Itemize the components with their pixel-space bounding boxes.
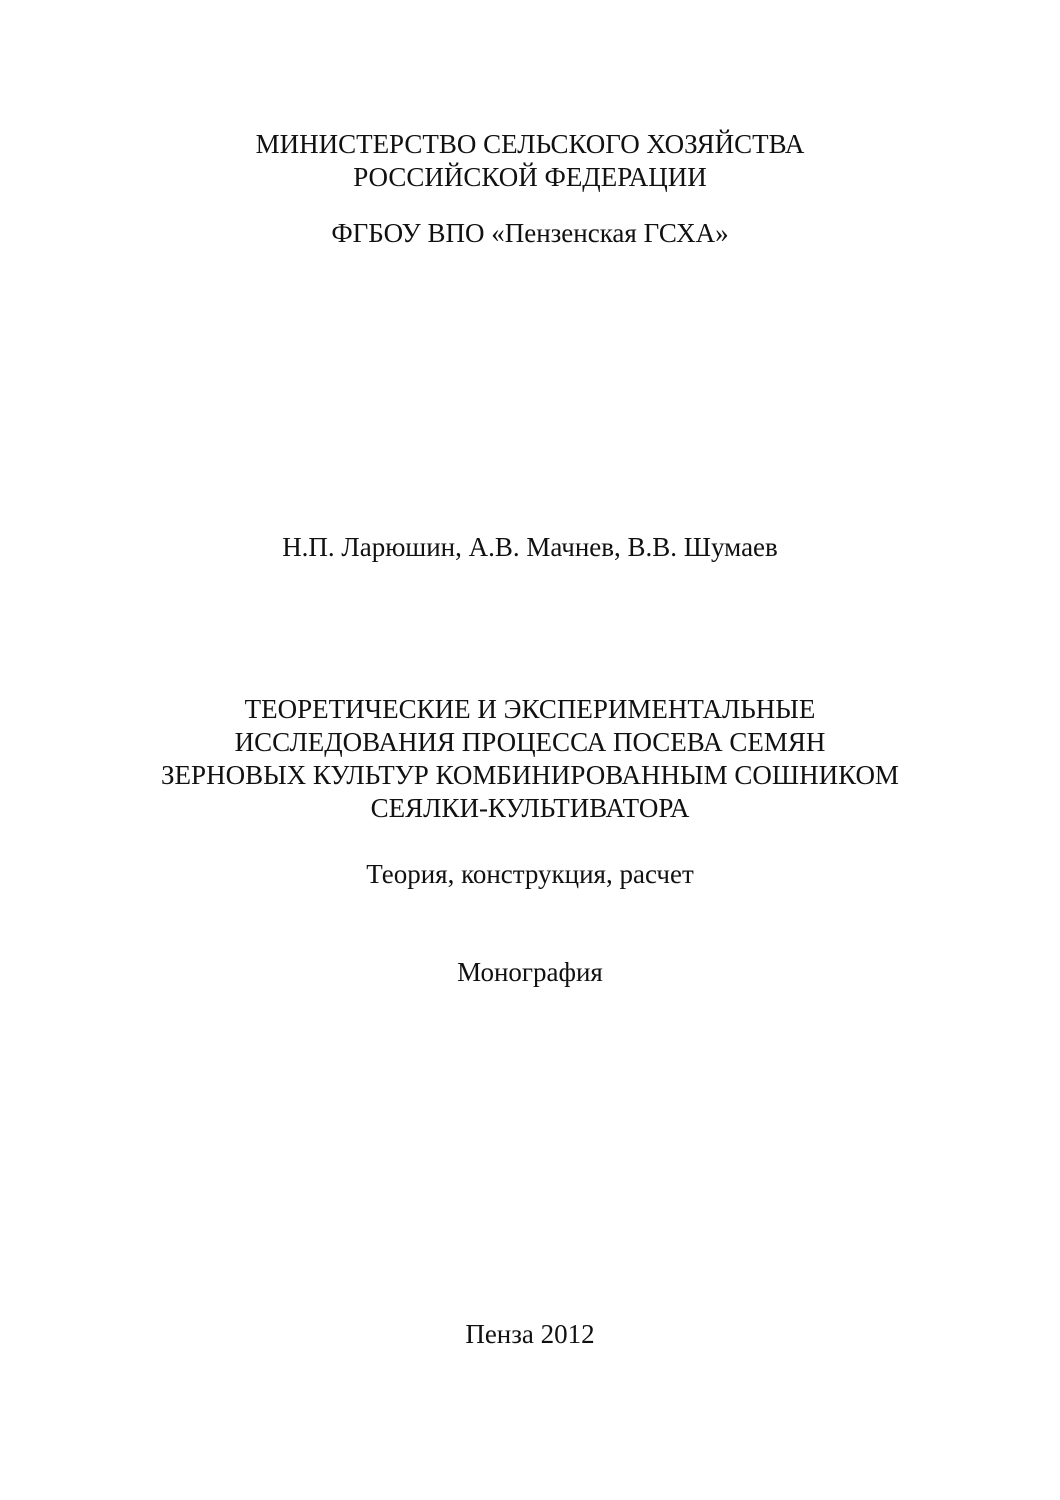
publication-type: Монография [457,957,603,987]
ministry-name-line-2: РОССИЙСКОЙ ФЕДЕРАЦИИ [353,162,707,192]
imprint-city-year: Пенза 2012 [465,1319,595,1349]
institution-name: ФГБОУ ВПО «Пензенская ГСХА» [331,218,729,248]
authors: Н.П. Ларюшин, А.В. Мачнев, В.В. Шумаев [282,532,778,562]
book-title-line-4: СЕЯЛКИ-КУЛЬТИВАТОРА [370,793,690,823]
ministry-name-line-1: МИНИСТЕРСТВО СЕЛЬСКОГО ХОЗЯЙСТВА [255,129,805,159]
book-title-line-1: ТЕОРЕТИЧЕСКИЕ И ЭКСПЕРИМЕНТАЛЬНЫЕ [244,694,816,724]
book-title-line-3: ЗЕРНОВЫХ КУЛЬТУР КОМБИНИРОВАННЫМ СОШНИКОМ [161,760,899,790]
book-subtitle: Теория, конструкция, расчет [366,859,694,889]
book-title-line-2: ИССЛЕДОВАНИЯ ПРОЦЕССА ПОСЕВА СЕМЯН [234,727,826,757]
